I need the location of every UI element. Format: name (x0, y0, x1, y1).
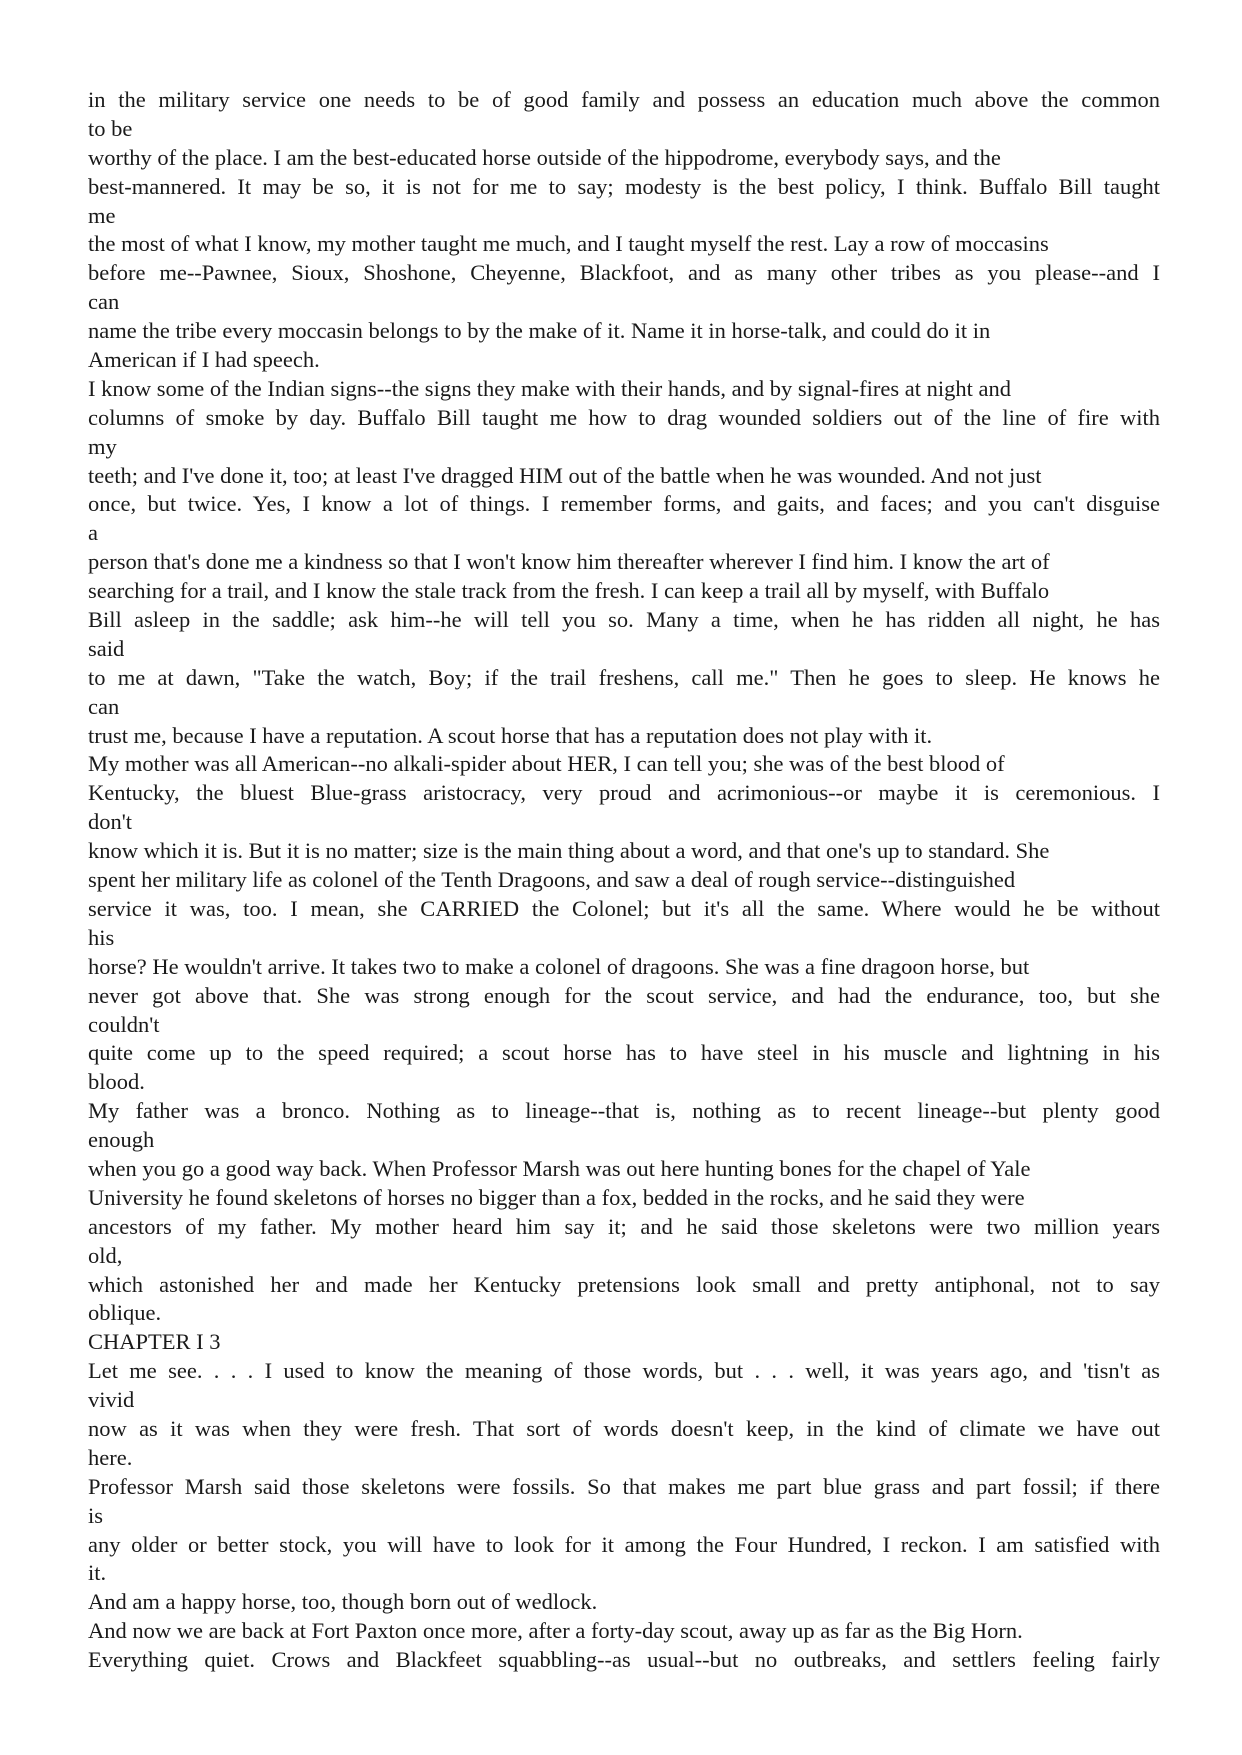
text-line: CHAPTER I 3 (88, 1329, 221, 1355)
text-line: said (88, 635, 125, 661)
text-line: best-mannered. It may be so, it is not for me to say; modesty is the best policy, I think. Buffalo Bill taught (88, 173, 1160, 199)
text-line: University he found skeletons of horses no bigger than a fox, bedded in the rocks, and he said they were (88, 1184, 1025, 1210)
text-line: blood. (88, 1069, 145, 1095)
text-line: now as it was when they were fresh. That sort of words doesn't keep, in the kind of climate we have out (88, 1415, 1160, 1441)
text-line: worthy of the place. I am the best-educated horse outside of the hippodrome, everybody says, and the (88, 144, 1001, 170)
text-line: can (88, 693, 120, 719)
text-line: person that's done me a kindness so that I won't know him thereafter wherever I find him. I know the art of (88, 549, 1050, 575)
text-line: ancestors of my father. My mother heard him say it; and he said those skeletons were two million years (88, 1213, 1160, 1239)
text-line: to me at dawn, "Take the watch, Boy; if the trail freshens, call me." Then he goes to sleep. He knows he (88, 664, 1160, 690)
text-line: And am a happy horse, too, though born out of wedlock. (88, 1589, 598, 1615)
text-line: searching for a trail, and I know the stale track from the fresh. I can keep a trail all by myself, with Buffalo (88, 578, 1050, 604)
text-line: American if I had speech. (88, 347, 320, 373)
text-line: Bill asleep in the saddle; ask him--he will tell you so. Many a time, when he has ridden all night, he has (88, 607, 1160, 633)
text-line: know which it is. But it is no matter; size is the main thing about a word, and that one's up to standard. She (88, 838, 1050, 864)
text-line: Professor Marsh said those skeletons were fossils. So that makes me part blue grass and part fossil; if there (88, 1473, 1160, 1499)
text-line: horse? He wouldn't arrive. It takes two to make a colonel of dragoons. She was a fine dragoon horse, but (88, 953, 1030, 979)
text-line: enough (88, 1127, 155, 1153)
document-page (88, 86, 1160, 1675)
text-line: teeth; and I've done it, too; at least I've dragged HIM out of the battle when he was wounded. And not just (88, 462, 1042, 488)
text-line: service it was, too. I mean, she CARRIED the Colonel; but it's all the same. Where would he be without (88, 895, 1160, 921)
text-line: Everything quiet. Crows and Blackfeet squabbling--as usual--but no outbreaks, and settlers feeling fairly (88, 1647, 1160, 1673)
text-line: Kentucky, the bluest Blue-grass aristocracy, very proud and acrimonious--or maybe it is ceremonious. I (88, 780, 1160, 806)
text-line: And now we are back at Fort Paxton once more, after a forty-day scout, away up as far as the Big Horn. (88, 1618, 1023, 1644)
text-line: my (88, 433, 117, 459)
text-line: is (88, 1502, 104, 1528)
text-line: before me--Pawnee, Sioux, Shoshone, Cheyenne, Blackfoot, and as many other tribes as you please--and I (88, 260, 1160, 286)
text-line: oblique. (88, 1300, 162, 1326)
text-line: I know some of the Indian signs--the signs they make with their hands, and by signal-fires at night and (88, 375, 1011, 401)
text-line: in the military service one needs to be of good family and possess an education much above the common (88, 87, 1160, 112)
text-line: a (88, 520, 98, 546)
text-line: it. (88, 1560, 107, 1586)
text-line: name the tribe every moccasin belongs to by the make of it. Name it in horse-talk, and could do it in (88, 318, 991, 344)
text-line: trust me, because I have a reputation. A scout horse that has a reputation does not play with it. (88, 722, 933, 748)
text-line: spent her military life as colonel of the Tenth Dragoons, and saw a deal of rough service--distinguished (88, 867, 1016, 893)
text-line: My father was a bronco. Nothing as to lineage--that is, nothing as to recent lineage--but plenty good (88, 1098, 1160, 1124)
text-line: me (88, 202, 116, 228)
text-line: his (88, 924, 115, 950)
text-line: the most of what I know, my mother taught me much, and I taught myself the rest. Lay a row of moccasins (88, 231, 1049, 257)
text-line: couldn't (88, 1011, 160, 1037)
text-line: quite come up to the speed required; a scout horse has to have steel in his muscle and lightning in his (88, 1040, 1160, 1066)
text-line: when you go a good way back. When Professor Marsh was out here hunting bones for the chapel of Yale (88, 1155, 1031, 1181)
text-line: to be (88, 115, 133, 141)
text-line: never got above that. She was strong enough for the scout service, and had the endurance, too, but she (88, 982, 1160, 1008)
text-line: old, (88, 1242, 123, 1268)
text-line: which astonished her and made her Kentucky pretensions look small and pretty antiphonal, not to say (88, 1271, 1160, 1297)
text-line: don't (88, 809, 133, 835)
text-line: any older or better stock, you will have to look for it among the Four Hundred, I reckon. I am satisfied with (88, 1531, 1160, 1557)
text-line: vivid (88, 1387, 135, 1413)
text-line: My mother was all American--no alkali-spider about HER, I can tell you; she was of the best blood of (88, 751, 1005, 777)
text-line: here. (88, 1444, 133, 1470)
text-line: can (88, 289, 120, 315)
text-line: once, but twice. Yes, I know a lot of things. I remember forms, and gaits, and faces; and you can't disguise (88, 491, 1160, 517)
text-line: columns of smoke by day. Buffalo Bill taught me how to drag wounded soldiers out of the line of fire with (88, 404, 1160, 430)
text-line: Let me see. . . . I used to know the meaning of those words, but . . . well, it was years ago, and 'tisn't as (88, 1358, 1160, 1384)
